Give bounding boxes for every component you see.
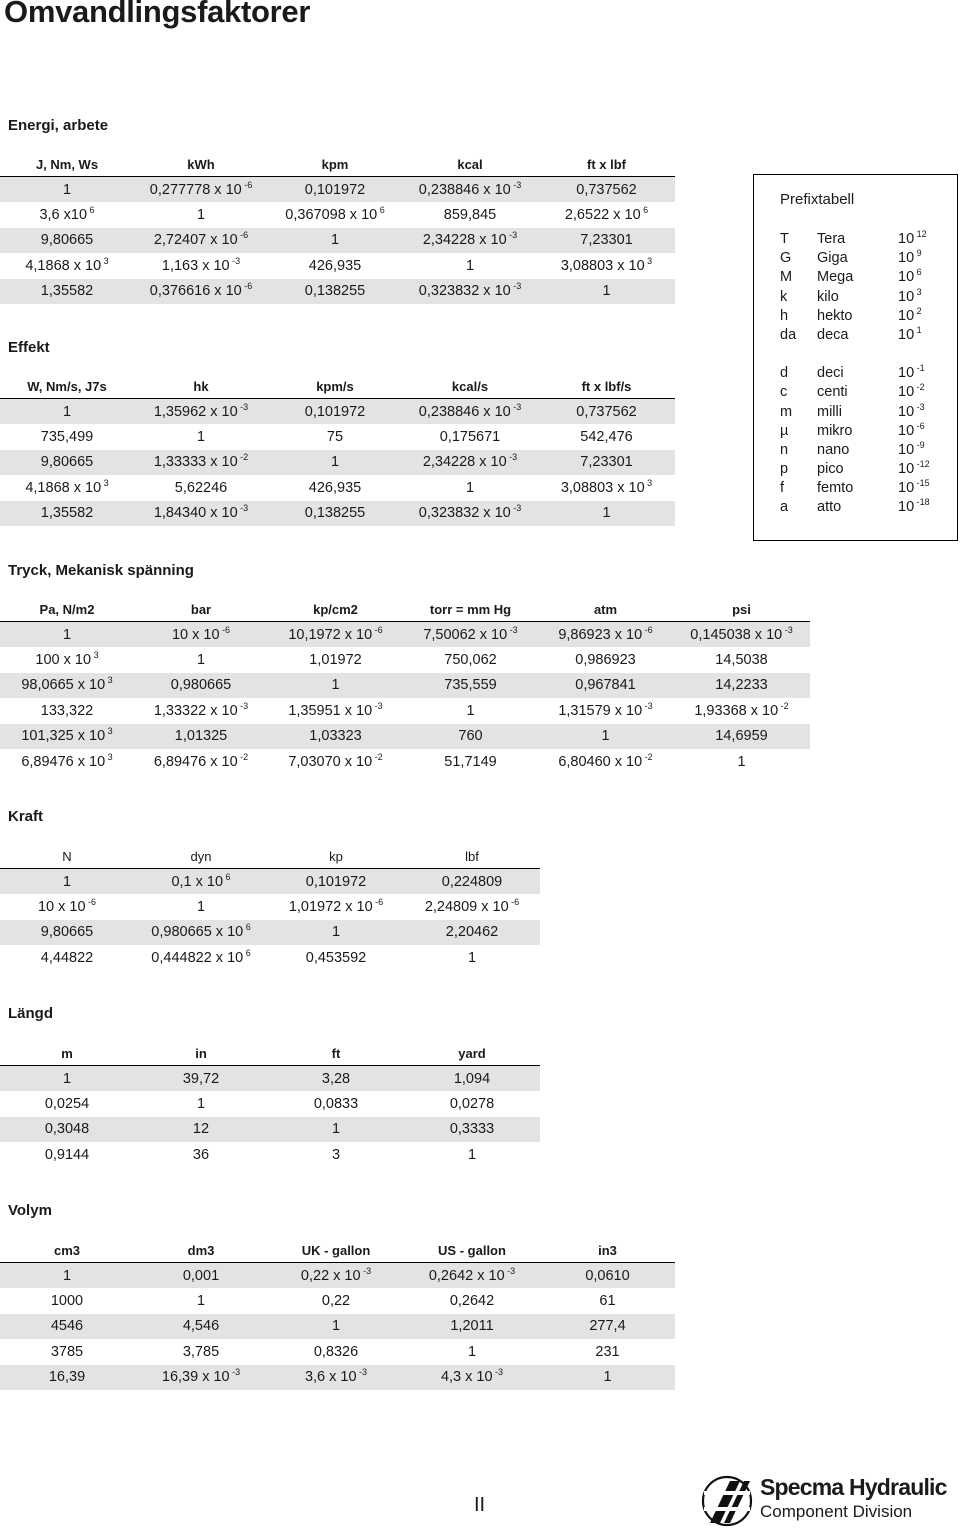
table-cell: 7,23301: [538, 450, 675, 475]
prefix-row: [780, 288, 955, 307]
table-cell: 4,1868 x 10 $^3$: [25, 255, 109, 274]
prefix-symbol: M: [780, 269, 793, 286]
table-cell: 0,3333: [404, 1117, 540, 1142]
column-header: kcal: [402, 152, 538, 177]
table-row: [0, 945, 540, 970]
table-cell: 14,5038: [715, 652, 768, 669]
table-cell: 16,39: [0, 1365, 134, 1390]
table-cell: 1,35582: [0, 501, 134, 526]
table-cell: 133,322: [40, 702, 94, 719]
table-cell: 1,01325: [134, 724, 268, 749]
table-row: [0, 647, 810, 672]
table-row: [0, 920, 540, 945]
prefix-factor: 10 $^{-3}$: [898, 401, 925, 420]
table-cell: 735,559: [403, 673, 538, 698]
table-row: [0, 622, 810, 648]
table-row: [0, 228, 675, 253]
table-cell: 7,23301: [538, 228, 675, 253]
force-table: [0, 844, 540, 971]
prefix-factor: 10 $^{-18}$: [898, 497, 930, 516]
prefix-name: mikro: [817, 422, 853, 439]
prefix-row: [780, 403, 955, 422]
table-cell: 1: [268, 673, 403, 698]
table-cell: 0,145038 x 10 $^{-3}$: [673, 622, 810, 648]
table-row: [0, 673, 810, 698]
table-cell: 0,0254: [44, 1096, 90, 1113]
table-cell: 4,546: [134, 1314, 268, 1339]
prefix-name: atto: [817, 499, 842, 516]
table-cell: 1,094: [404, 1066, 540, 1092]
table-cell: 0,376616 x 10 $^{-6}$: [134, 279, 268, 304]
page-title: Omvandlingsfaktorer: [4, 0, 311, 29]
table-cell: 0,238846 x 10 $^{-3}$: [402, 177, 538, 203]
prefix-name: femto: [817, 480, 854, 497]
table-row: [0, 1365, 675, 1390]
column-header: kp/cm2: [268, 597, 403, 622]
column-header: psi: [673, 597, 810, 622]
volume-table: [0, 1238, 675, 1390]
table-cell: 1: [0, 1263, 134, 1289]
prefix-list: [780, 230, 955, 518]
table-cell: 3,6 x10 $^6$: [39, 205, 95, 224]
table-row: [0, 698, 810, 723]
table-cell: 0,0610: [540, 1263, 675, 1289]
prefix-row: [780, 326, 955, 345]
table-cell: 0,22: [321, 1293, 351, 1310]
section-title-length: Längd: [8, 1005, 53, 1022]
table-cell: 0,9144: [44, 1146, 90, 1163]
prefix-name: deca: [817, 326, 849, 343]
table-cell: 1: [538, 724, 673, 749]
table-cell: 0,001: [134, 1263, 268, 1289]
table-cell: 3,08803 x 10 $^3$: [560, 477, 653, 496]
prefix-symbol: µ: [780, 422, 789, 439]
table-row: [0, 202, 675, 227]
prefix-row: [780, 498, 955, 517]
table-cell: 6,89476 x 10 $^{-2}$: [153, 751, 249, 770]
table-cell: 3,08803 x 10 $^3$: [560, 255, 653, 274]
column-header: bar: [134, 597, 268, 622]
prefix-name: Giga: [817, 250, 848, 267]
prefix-group-gap: [780, 345, 955, 364]
prefix-name: Tera: [817, 231, 846, 247]
table-cell: 277,4: [540, 1314, 675, 1339]
prefix-symbol: f: [780, 480, 785, 497]
section-title-energy: Energi, arbete: [8, 117, 109, 134]
table-cell: 36: [192, 1146, 210, 1163]
table-row: [0, 1314, 675, 1339]
table-cell: 4546: [0, 1314, 134, 1339]
column-header: in: [134, 1041, 268, 1066]
table-cell: 0,986923: [575, 652, 636, 669]
prefix-row: [780, 249, 955, 268]
column-header: yard: [404, 1041, 540, 1066]
length-table: [0, 1041, 540, 1168]
table-cell: 14,2233: [673, 673, 810, 698]
prefix-table-box: [753, 174, 958, 541]
column-header: kpm/s: [268, 374, 402, 399]
prefix-factor: 10 $^2$: [898, 305, 922, 324]
table-row: [0, 749, 810, 774]
column-header: Pa, N/m2: [0, 597, 134, 622]
table-cell: 16,39 x 10 $^{-3}$: [134, 1365, 268, 1390]
prefix-factor: 10 $^3$: [898, 286, 922, 305]
prefix-name: pico: [817, 461, 844, 478]
column-header: US - gallon: [404, 1238, 540, 1263]
table-cell: 0,101972: [268, 869, 404, 895]
table-row: [0, 279, 675, 304]
section-title-force: Kraft: [8, 808, 44, 825]
table-cell: 0,277778 x 10 $^{-6}$: [134, 177, 268, 203]
prefix-row: [780, 441, 955, 460]
column-header: ft x lbf/s: [538, 374, 675, 399]
table-cell: 542,476: [580, 429, 633, 446]
table-cell: 0,22 x 10 $^{-3}$: [268, 1263, 404, 1289]
prefix-factor: 10 $^{-15}$: [898, 478, 930, 497]
table-cell: 1: [196, 1096, 206, 1113]
prefix-factor: 10 $^{-1}$: [898, 363, 925, 382]
table-cell: 1: [268, 920, 404, 945]
table-cell: 2,20462: [404, 920, 540, 945]
column-header: kpm: [268, 152, 402, 177]
table-cell: 0,967841: [538, 673, 673, 698]
table-cell: 1: [467, 949, 477, 966]
table-cell: 10 x 10 $^{-6}$: [37, 897, 97, 916]
column-header: hk: [134, 374, 268, 399]
prefix-symbol: d: [780, 365, 789, 382]
prefix-factor: 10 $^9$: [898, 248, 922, 267]
table-cell: 0,8326: [313, 1343, 359, 1360]
prefix-symbol: a: [780, 499, 789, 516]
table-cell: 2,34228 x 10 $^{-3}$: [402, 450, 538, 475]
table-row: [0, 1066, 540, 1092]
column-header: in3: [540, 1238, 675, 1263]
prefix-symbol: k: [780, 288, 788, 305]
table-cell: 98,0665 x 10 $^3$: [0, 673, 134, 698]
table-cell: 0,1 x 10 $^6$: [134, 869, 268, 895]
table-cell: 1: [0, 399, 134, 425]
prefix-name: centi: [817, 384, 848, 401]
column-header: kp: [268, 844, 404, 869]
table-cell: 2,6522 x 10 $^6$: [564, 205, 649, 224]
prefix-row: [780, 422, 955, 441]
prefix-factor: 10 $^{12}$: [898, 229, 927, 247]
table-row: [0, 475, 675, 500]
table-cell: 1000: [50, 1293, 84, 1310]
table-row: [0, 399, 675, 425]
energy-table: [0, 152, 675, 304]
column-header: kWh: [134, 152, 268, 177]
table-cell: 1,01972 x 10 $^{-6}$: [288, 897, 384, 916]
table-row: [0, 1091, 540, 1116]
table-row: [0, 1142, 540, 1167]
prefix-name: kilo: [817, 288, 839, 305]
prefix-row: [780, 383, 955, 402]
table-cell: 3: [331, 1146, 341, 1163]
table-cell: 0,323832 x 10 $^{-3}$: [402, 501, 538, 526]
prefix-factor: 10 $^1$: [898, 324, 922, 343]
table-cell: 2,34228 x 10 $^{-3}$: [402, 228, 538, 253]
table-cell: 4,3 x 10 $^{-3}$: [404, 1365, 540, 1390]
table-cell: 1: [196, 207, 206, 224]
table-cell: 7,50062 x 10 $^{-3}$: [403, 622, 538, 648]
table-row: [0, 869, 540, 895]
table-row: [0, 1288, 675, 1313]
table-cell: 101,325 x 10 $^3$: [0, 724, 134, 749]
column-header: kcal/s: [402, 374, 538, 399]
table-cell: 0,138255: [268, 279, 402, 304]
brand-logo: [700, 1471, 960, 1528]
table-row: [0, 253, 675, 278]
table-row: [0, 724, 810, 749]
prefix-name: milli: [817, 403, 842, 420]
table-cell: 3,28: [268, 1066, 404, 1092]
table-cell: 231: [595, 1343, 620, 1360]
table-row: [0, 450, 675, 475]
prefix-factor: 10 $^6$: [898, 267, 922, 286]
section-title-power: Effekt: [8, 339, 50, 356]
table-cell: 9,80665: [0, 228, 134, 253]
table-cell: 0,737562: [538, 177, 675, 203]
table-cell: 12: [134, 1117, 268, 1142]
prefix-factor: 10 $^{-6}$: [898, 420, 925, 439]
table-cell: 735,499: [40, 429, 94, 446]
table-cell: 0,138255: [268, 501, 402, 526]
table-cell: 1,33333 x 10 $^{-2}$: [134, 450, 268, 475]
table-cell: 1: [0, 1066, 134, 1092]
prefix-name: nano: [817, 441, 850, 458]
table-cell: 10,1972 x 10 $^{-6}$: [268, 622, 403, 648]
table-cell: 760: [403, 724, 538, 749]
table-cell: 1: [467, 1146, 477, 1163]
table-cell: 0,2642 x 10 $^{-3}$: [404, 1263, 540, 1289]
table-cell: 0,453592: [305, 949, 367, 966]
table-cell: 100 x 10 $^3$: [35, 650, 99, 669]
prefix-name: Mega: [817, 269, 854, 286]
column-header: lbf: [404, 844, 540, 869]
table-cell: 4,44822: [40, 949, 94, 966]
table-cell: 3785: [50, 1343, 84, 1360]
table-cell: 0,323832 x 10 $^{-3}$: [402, 279, 538, 304]
table-cell: 0,444822 x 10 $^6$: [151, 947, 251, 966]
table-row: [0, 177, 675, 203]
table-cell: 61: [599, 1293, 616, 1310]
table-cell: 14,6959: [673, 724, 810, 749]
table-cell: 3,6 x 10 $^{-3}$: [268, 1365, 404, 1390]
brand-name: Specma Hydraulic: [760, 1474, 947, 1500]
table-cell: 1: [268, 450, 402, 475]
table-cell: 9,86923 x 10 $^{-6}$: [538, 622, 673, 648]
prefix-name: deci: [817, 365, 844, 382]
table-cell: 0,737562: [538, 399, 675, 425]
prefix-factor: 10 $^{-12}$: [898, 459, 930, 478]
column-header: atm: [538, 597, 673, 622]
table-cell: 0,0833: [313, 1096, 359, 1113]
pressure-table: [0, 597, 810, 774]
table-cell: 0,0278: [449, 1096, 495, 1113]
column-header: UK - gallon: [268, 1238, 404, 1263]
prefix-name: hekto: [817, 307, 853, 324]
prefix-symbol: G: [780, 250, 792, 267]
table-cell: 0,224809: [404, 869, 540, 895]
table-cell: 1: [268, 1314, 404, 1339]
table-cell: 859,845: [443, 207, 497, 224]
prefix-symbol: p: [780, 461, 789, 478]
table-cell: 1: [465, 257, 475, 274]
table-cell: 1: [466, 702, 475, 719]
table-cell: 426,935: [308, 479, 362, 496]
column-header: N: [0, 844, 134, 869]
table-cell: 1,84340 x 10 $^{-3}$: [134, 501, 268, 526]
column-header: J, Nm, Ws: [0, 152, 134, 177]
column-header: dm3: [134, 1238, 268, 1263]
table-cell: 1: [0, 869, 134, 895]
table-cell: 6,80460 x 10 $^{-2}$: [558, 751, 653, 770]
table-cell: 5,62246: [174, 479, 228, 496]
table-cell: 1,03323: [268, 724, 403, 749]
table-cell: 1: [737, 753, 746, 770]
column-header: W, Nm/s, J7s: [0, 374, 134, 399]
table-cell: 1: [196, 652, 206, 669]
table-cell: 9,80665: [0, 450, 134, 475]
table-cell: 426,935: [308, 257, 362, 274]
table-cell: 750,062: [444, 652, 497, 669]
table-cell: 1: [467, 1343, 477, 1360]
prefix-row: [780, 460, 955, 479]
prefix-symbol: T: [780, 231, 789, 247]
prefix-row: [780, 479, 955, 498]
table-cell: 0,2642: [449, 1293, 495, 1310]
table-cell: 75: [326, 429, 344, 446]
power-table: [0, 374, 675, 526]
column-header: cm3: [0, 1238, 134, 1263]
table-cell: 1,35582: [0, 279, 134, 304]
table-cell: 2,24809 x 10 $^{-6}$: [424, 897, 520, 916]
table-cell: 1: [196, 429, 206, 446]
column-header: m: [0, 1041, 134, 1066]
prefix-row: [780, 364, 955, 383]
prefix-symbol: h: [780, 307, 789, 324]
prefix-row: [780, 307, 955, 326]
table-cell: 1,35951 x 10 $^{-3}$: [288, 700, 383, 719]
table-cell: 0,980665: [134, 673, 268, 698]
table-cell: 1,2011: [404, 1314, 540, 1339]
table-cell: 0,101972: [268, 399, 402, 425]
prefix-row: [780, 268, 955, 287]
table-cell: 1: [538, 501, 675, 526]
prefix-symbol: da: [780, 326, 797, 343]
table-cell: 10 x 10 $^{-6}$: [134, 622, 268, 648]
table-row: [0, 1117, 540, 1142]
table-cell: 9,80665: [0, 920, 134, 945]
column-header: ft: [268, 1041, 404, 1066]
table-cell: 1: [465, 479, 475, 496]
prefix-factor: 10 $^{-2}$: [898, 382, 925, 401]
table-cell: 3,785: [182, 1343, 220, 1360]
table-cell: 0,980665 x 10 $^6$: [134, 920, 268, 945]
table-cell: 0,238846 x 10 $^{-3}$: [402, 399, 538, 425]
table-cell: 1: [268, 1117, 404, 1142]
table-cell: 2,72407 x 10 $^{-6}$: [134, 228, 268, 253]
table-cell: 1,93368 x 10 $^{-2}$: [694, 700, 789, 719]
prefix-table-title: Prefixtabell: [780, 191, 855, 208]
table-cell: 1: [540, 1365, 675, 1390]
table-row: [0, 1339, 675, 1364]
section-title-pressure: Tryck, Mekanisk spänning: [8, 562, 194, 579]
table-row: [0, 894, 540, 919]
prefix-factor: 10 $^{-9}$: [898, 439, 925, 458]
table-row: [0, 424, 675, 449]
table-cell: 6,89476 x 10 $^3$: [21, 751, 113, 770]
table-cell: 1: [268, 228, 402, 253]
table-cell: 0,3048: [0, 1117, 134, 1142]
table-cell: 0,175671: [439, 429, 501, 446]
table-cell: 1,163 x 10 $^{-3}$: [161, 255, 241, 274]
prefix-symbol: n: [780, 441, 789, 458]
column-header: dyn: [134, 844, 268, 869]
prefix-symbol: m: [780, 403, 793, 420]
table-cell: 0,101972: [268, 177, 402, 203]
table-row: [0, 501, 675, 526]
table-cell: 1,33322 x 10 $^{-3}$: [153, 700, 249, 719]
table-cell: 4,1868 x 10 $^3$: [25, 477, 109, 496]
table-cell: 1: [538, 279, 675, 304]
prefix-row: [780, 230, 955, 249]
table-cell: 0,367098 x 10 $^6$: [285, 205, 385, 224]
table-cell: 51,7149: [444, 753, 497, 770]
table-cell: 39,72: [134, 1066, 268, 1092]
table-cell: 1: [196, 1293, 206, 1310]
prefix-symbol: c: [780, 384, 788, 401]
table-cell: 1: [196, 899, 206, 916]
table-cell: 1,01972: [309, 652, 362, 669]
specma-logo-icon: [700, 1471, 754, 1527]
brand-division: Component Division: [760, 1502, 913, 1521]
page-number: II: [474, 1494, 486, 1516]
table-cell: 1,31579 x 10 $^{-3}$: [558, 700, 653, 719]
table-cell: 1,35962 x 10 $^{-3}$: [134, 399, 268, 425]
table-cell: 7,03070 x 10 $^{-2}$: [288, 751, 383, 770]
table-row: [0, 1263, 675, 1289]
table-cell: 1: [0, 622, 134, 648]
column-header: ft x lbf: [538, 152, 675, 177]
table-cell: 1: [0, 177, 134, 203]
section-title-volume: Volym: [8, 1202, 52, 1219]
column-header: torr = mm Hg: [403, 597, 538, 622]
